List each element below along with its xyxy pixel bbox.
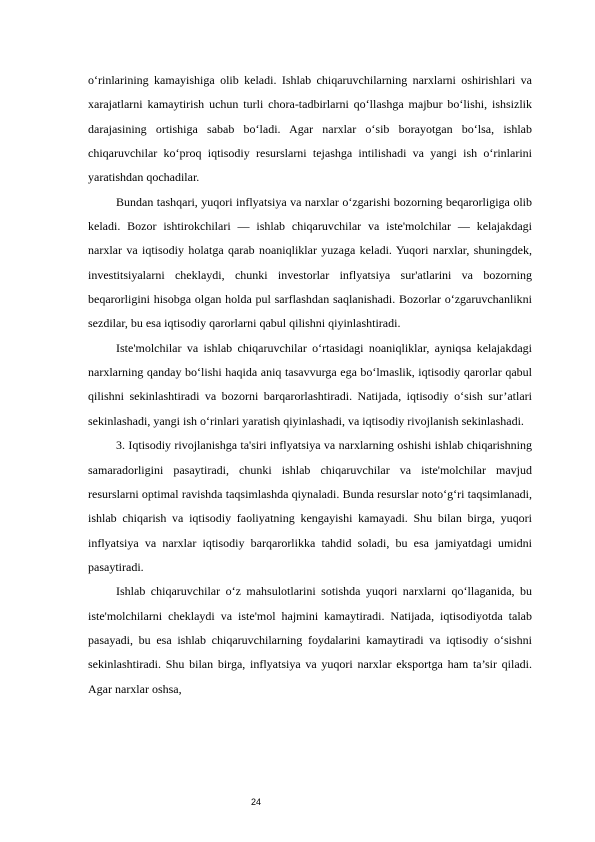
paragraph-2: Bundan tashqari, yuqori inflyatsiya va narxlar o‘zgarishi bozorning beqarorligiga olib keladi. Bozor ishtirokchilari — ishlab chiqaruvchilar va iste'molchilar — kelajakdagi narxlar va iqtisodiy holatga qarab noaniqliklar yuzaga keladi. Yuqori narxlar, shuningdek, investitsiyalarni cheklaydi, chunki investorlar inflyatsiya sur'atlarini va bozorning beqarorligini hisobga olgan holda pul sarflashdan saqlanishadi. Bozorlar o‘zgaruvchanlikni sezdilar, bu esa iqtisodiy qarorlarni qabul qilishni qiyinlashtiradi.	[88, 194, 532, 331]
paragraph-1: o‘rinlarining kamayishiga olib keladi. Ishlab chiqaruvchilarning narxlarni oshirishlari va xarajatlarni kamaytirish uchun turli chora-tadbirlarni qo‘llashga majbur bo‘lishi, ishsizlik darajasining ortishiga sabab bo‘ladi. Agar narxlar o‘sib borayotgan bo‘lsa, ishlab chiqaruvchilar ko‘proq iqtisodiy resurslarni tejashga intilishadi va yangi ish o‘rinlarini yaratishdan qochadilar.	[88, 73, 532, 185]
document-page	[88, 68, 532, 701]
page-number: 24	[250, 797, 261, 807]
paragraph-3: Iste'molchilar va ishlab chiqaruvchilar o‘rtasidagi noaniqliklar, ayniqsa kelajakdagi narxlarning qanday bo‘lishi haqida aniq tasavvurga ega bo‘lmaslik, iqtisodiy qarorlar qabul qilishni sekinlashtiradi va bozorni barqarorlashtiradi. Natijada, iqtisodiy o‘sish sur’atlari sekinlashadi, yangi ish o‘rinlari yaratish qiyinlashadi, va iqtisodiy rivojlanish sekinlashadi.	[88, 340, 532, 428]
paragraph-4: 3. Iqtisodiy rivojlanishga ta'siri inflyatsiya va narxlarning oshishi ishlab chiqarishning samaradorligini pasaytiradi, chunki ishlab chiqaruvchilar va iste'molchilar mavjud resurslarni optimal ravishda taqsimlashda qiynaladi. Bunda resurslar noto‘g‘ri taqsimlanadi, ishlab chiqarish va iqtisodiy faoliyatning kengayishi kamayadi. Shu bilan birga, yuqori inflyatsiya va narxlar iqtisodiy barqarorlikka tahdid soladi, bu esa jamiyatdagi umidni pasaytiradi.	[88, 438, 532, 574]
paragraph-5: Ishlab chiqaruvchilar o‘z mahsulotlarini sotishda yuqori narxlarni qo‘llaganida, bu iste'molchilarni cheklaydi va iste'mol hajmini kamaytiradi. Natijada, iqtisodiyotda talab pasayadi, bu esa ishlab chiqaruvchilarning foydalarini kamaytiradi va iqtisodiy o‘sishni sekinlashtiradi. Shu bilan birga, inflyatsiya va yuqori narxlar eksportga ham ta’sir qiladi. Agar narxlar oshsa,	[88, 584, 532, 696]
